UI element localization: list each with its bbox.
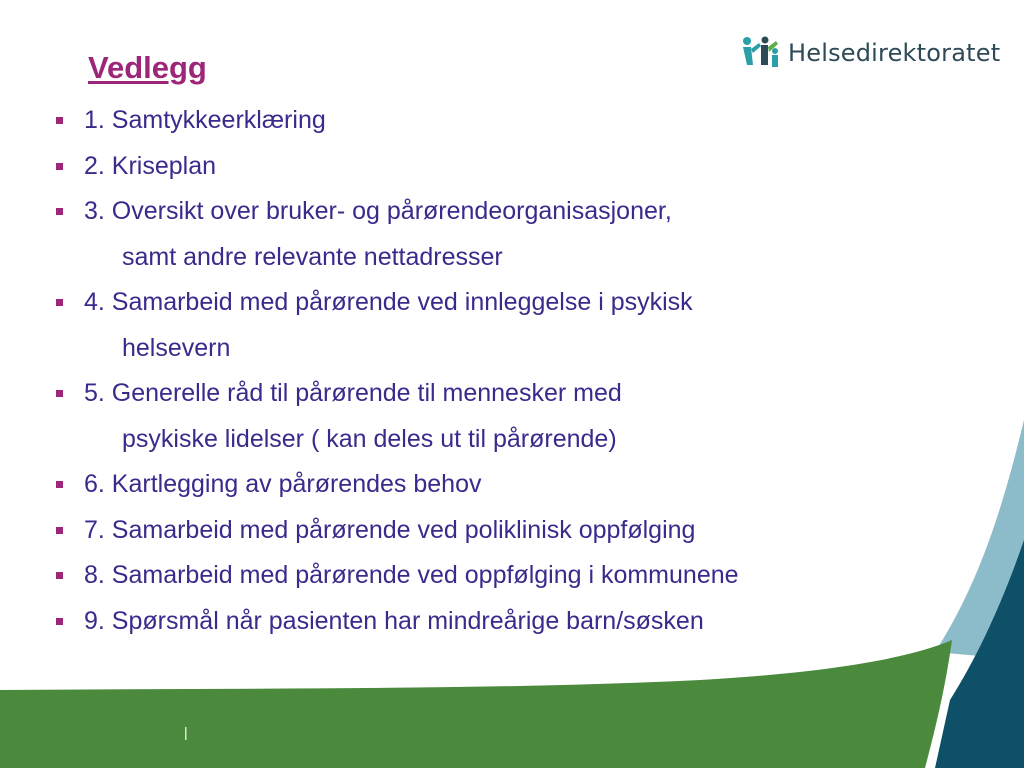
list-item-continuation: helsevern: [122, 333, 231, 362]
footer-mark: |: [184, 724, 188, 740]
square-bullet-icon: [56, 163, 63, 170]
list-item-continuation: psykiske lidelser ( kan deles ut til pårørende): [122, 424, 617, 453]
list-item: [0, 98, 739, 144]
square-bullet-icon: [56, 481, 63, 488]
list-item-text: 3. Oversikt over bruker- og pårørendeorganisasjoner,: [84, 197, 672, 225]
list-item: [0, 508, 739, 554]
people-logo-icon: [742, 35, 782, 71]
square-bullet-icon: [56, 572, 63, 579]
list-item-text: 1. Samtykkeerklæring: [84, 106, 326, 134]
list-item-text: 5. Generelle råd til pårørende til mennesker med: [84, 379, 622, 407]
square-bullet-icon: [56, 208, 63, 215]
brand-name: Helsedirektoratet: [788, 39, 1001, 67]
list-item-text: 4. Samarbeid med pårørende ved innleggelse i psykisk: [84, 288, 693, 316]
square-bullet-icon: [56, 117, 63, 124]
list-item-text: 6. Kartlegging av pårørendes behov: [84, 470, 482, 498]
square-bullet-icon: [56, 527, 63, 534]
list-item: [0, 280, 739, 371]
list-item: [0, 553, 739, 599]
list-item: [0, 599, 739, 645]
list-item: [0, 189, 739, 280]
list-item: [0, 144, 739, 190]
square-bullet-icon: [56, 390, 63, 397]
brand-logo: [742, 34, 1000, 72]
list-item-text: 8. Samarbeid med pårørende ved oppfølging i kommunene: [84, 561, 739, 589]
list-item-continuation: samt andre relevante nettadresser: [122, 242, 503, 271]
attachment-list: [0, 98, 739, 644]
list-item: [0, 371, 739, 462]
green-wave: [0, 640, 952, 768]
list-item-text: 2. Kriseplan: [84, 151, 217, 180]
page-title: Vedlegg: [88, 50, 207, 85]
square-bullet-icon: [56, 299, 63, 306]
list-item: [0, 462, 739, 508]
square-bullet-icon: [56, 618, 63, 625]
list-item-text: 7. Samarbeid med pårørende ved poliklinisk oppfølging: [84, 515, 696, 544]
list-item-text: 9. Spørsmål når pasienten har mindreårige barn/søsken: [84, 606, 704, 635]
